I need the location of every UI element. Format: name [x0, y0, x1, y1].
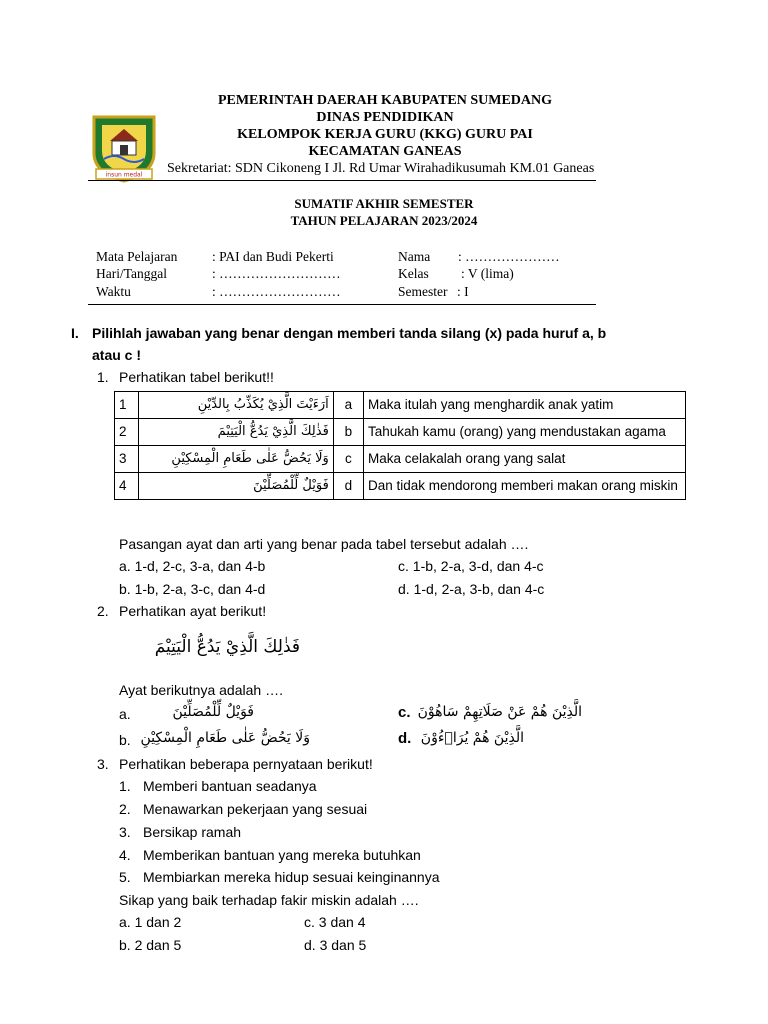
semester-value: : I: [457, 284, 469, 299]
header-office: DINAS PENDIDIKAN: [316, 110, 454, 125]
q1-option-d[interactable]: d. 1-d, 2-a, 3-b, dan 4-c: [398, 581, 545, 597]
q3-option-a[interactable]: a. 1 dan 2: [119, 914, 182, 930]
row-number: 3: [115, 446, 139, 473]
day-label: Hari/Tanggal: [96, 266, 168, 281]
q3-item-text: Membiarkan mereka hidup sesuai keinginannya: [143, 869, 440, 885]
table-row: [115, 473, 686, 500]
q2-number: 2.: [97, 603, 109, 619]
header-divider: [88, 180, 596, 181]
class-label: Kelas: [398, 266, 429, 281]
header-address: Sekretariat: SDN Cikoneng I Jl. Rd Umar Wirahadikusumah KM.01 Ganeas: [167, 161, 595, 176]
row-letter: c: [333, 446, 363, 473]
matching-table: [114, 391, 686, 500]
meaning-text: Tahukah kamu (orang) yang mendustakan agama: [364, 419, 686, 446]
q3-option-b[interactable]: b. 2 dan 5: [119, 937, 182, 953]
q3-item-number: 3.: [119, 824, 131, 840]
q2-prompt: Ayat berikutnya adalah ….: [119, 682, 283, 698]
q1-option-b[interactable]: b. 1-b, 2-a, 3-c, dan 4-d: [119, 581, 266, 597]
q3-text: Perhatikan beberapa pernyataan berikut!: [119, 756, 373, 772]
table-row: [115, 392, 686, 419]
row-number: 1: [115, 392, 139, 419]
name-label: Nama: [398, 249, 431, 264]
q3-item-text: Memberikan bantuan yang mereka butuhkan: [143, 847, 421, 863]
header-district: KECAMATAN GANEAS: [308, 144, 462, 159]
q3-option-c[interactable]: c. 3 dan 4: [304, 914, 366, 930]
meta-divider: [88, 304, 596, 305]
meaning-text: Maka celakalah orang yang salat: [364, 446, 686, 473]
q1-prompt: Pasangan ayat dan arti yang benar pada tabel tersebut adalah ….: [119, 536, 529, 552]
section-instruction-cont: atau c !: [92, 347, 142, 363]
row-letter: a: [333, 392, 363, 419]
q3-item-text: Menawarkan pekerjaan yang sesuai: [143, 801, 368, 817]
q2-option-b[interactable]: وَلَا يَحُضُّ عَلٰى طَعَامِ الْمِسْكِيْنِ: [140, 730, 310, 746]
q3-option-d[interactable]: d. 3 dan 5: [304, 937, 367, 953]
q1-number: 1.: [97, 369, 109, 385]
header-government: PEMERINTAH DAERAH KABUPATEN SUMEDANG: [217, 93, 553, 108]
arabic-verse: اَرَءَيْتَ الَّذِيْ يُكَذِّبُ بِالدِّيْنِ: [138, 392, 333, 419]
section-numeral: I.: [71, 325, 79, 341]
q2-option-d[interactable]: الَّذِيْنَ هُمْ يُرَاۤءُوْنَ: [420, 730, 524, 746]
time-label: Waktu: [96, 284, 131, 299]
q2-option-a[interactable]: فَوَيْلٌ لِّلْمُصَلِّيْنَ: [172, 704, 254, 720]
row-letter: b: [333, 419, 363, 446]
exam-year: TAHUN PELAJARAN 2023/2024: [290, 213, 478, 228]
day-value: : ………………………: [212, 266, 341, 281]
q2-option-a-label[interactable]: a.: [119, 706, 131, 722]
kabupaten-logo: [90, 113, 158, 183]
row-letter: d: [333, 473, 363, 500]
time-value: : ………………………: [212, 284, 341, 299]
arabic-verse: وَلَا يَحُضُّ عَلٰى طَعَامِ الْمِسْكِيْنِ: [138, 446, 333, 473]
q2-option-c-label[interactable]: c.: [398, 704, 411, 721]
semester-label: Semester: [398, 284, 448, 299]
q3-item-text: Memberi bantuan seadanya: [143, 778, 317, 794]
q3-item-number: 4.: [119, 847, 131, 863]
q2-ayat: فَذٰلِكَ الَّذِيْ يَدُعُّ الْيَتِيْمَ: [154, 637, 300, 657]
meaning-text: Dan tidak mendorong memberi makan orang miskin: [364, 473, 686, 500]
q3-item-number: 1.: [119, 778, 131, 794]
class-value: : V (lima): [461, 266, 514, 281]
row-number: 4: [115, 473, 139, 500]
logo-ribbon-text: insun medal: [105, 171, 143, 179]
subject-value: : PAI dan Budi Pekerti: [212, 249, 334, 264]
name-value: : …………………: [458, 249, 560, 264]
q1-option-a[interactable]: a. 1-d, 2-c, 3-a, dan 4-b: [119, 558, 266, 574]
header-group: KELOMPOK KERJA GURU (KKG) GURU PAI: [237, 127, 533, 142]
exam-title: SUMATIF AKHIR SEMESTER: [294, 196, 474, 211]
table-row: [115, 446, 686, 473]
q2-option-c[interactable]: الَّذِيْنَ هُمْ عَنْ صَلَاتِهِمْ سَاهُوْنَ: [417, 704, 582, 720]
row-number: 2: [115, 419, 139, 446]
subject-label: Mata Pelajaran: [96, 249, 178, 264]
q2-text: Perhatikan ayat berikut!: [119, 603, 267, 619]
q2-option-b-label[interactable]: b.: [119, 732, 131, 748]
q3-item-number: 2.: [119, 801, 131, 817]
q3-item-text: Bersikap ramah: [143, 824, 242, 840]
section-instruction: Pilihlah jawaban yang benar dengan memberi tanda silang (x) pada huruf a, b: [92, 325, 607, 341]
q2-option-d-label[interactable]: d.: [398, 730, 412, 747]
q1-option-c[interactable]: c. 1-b, 2-a, 3-d, dan 4-c: [398, 558, 544, 574]
q3-prompt: Sikap yang baik terhadap fakir miskin adalah ….: [119, 892, 419, 908]
q1-text: Perhatikan tabel berikut!!: [119, 369, 274, 385]
arabic-verse: فَذٰلِكَ الَّذِيْ يَدُعُّ الْيَتِيْمَ: [138, 419, 333, 446]
meaning-text: Maka itulah yang menghardik anak yatim: [364, 392, 686, 419]
q3-item-number: 5.: [119, 869, 131, 885]
q3-number: 3.: [97, 756, 109, 772]
arabic-verse: فَوَيْلٌ لِّلْمُصَلِّيْنَ: [138, 473, 333, 500]
table-row: [115, 419, 686, 446]
